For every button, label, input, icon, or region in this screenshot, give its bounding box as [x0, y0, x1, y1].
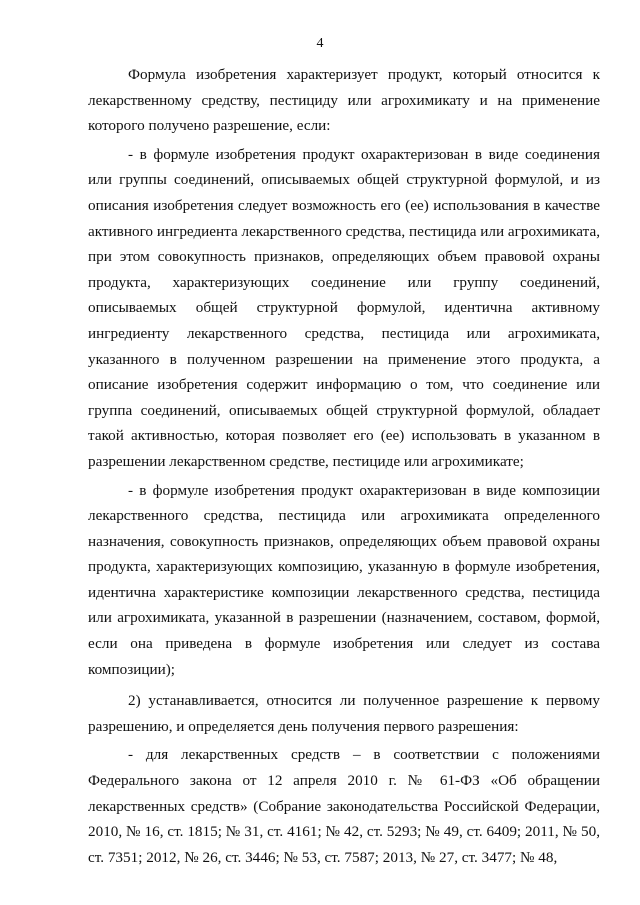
paragraph-composition-criteria: - в формуле изобретения продукт охарактеризован в виде композиции лекарственного средства, пестицида или агрохимиката определенного назначения, совокупность признаков, определяющих объем правовой охраны продукта, характеризующих композицию, указанную в формуле изобретения, идентична характеристике композиции лекарственного средства, пестицида или агрохимиката, указанной в разрешении (назначением, составом, формой, если она приведена в формуле изобретения или следует из состава композиции); [88, 481, 600, 678]
page-body [88, 62, 600, 870]
paragraph-first-permit: 2) устанавливается, относится ли полученное разрешение к первому разрешению, и определяется день получения первого разрешения: [88, 692, 600, 735]
page-number: 4 [316, 36, 324, 51]
paragraph-formula-intro: Формула изобретения характеризует продукт, который относится к лекарственному средству, пестициду или агрохимикату и на применение которого получено разрешение, если: [88, 66, 600, 135]
paragraph-compound-criteria: - в формуле изобретения продукт охарактеризован в виде соединения или группы соединений, описываемых общей структурной формулой, и из описания изобретения следует возможность его (ее) использования в качестве активного ингредиента лекарственного средства, пестицида или агрохимиката, при этом совокупность признаков, определяющих объем правовой охраны продукта, характеризующих соединение или группу соединений, описываемых общей структурной формулой, идентична активному ингредиенту лекарственного средства, пестицида или агрохимиката, указанного в полученном разрешении на применение этого продукта, а описание изобретения содержит информацию о том, что соединение или группа соединений, описываемых общей структурной формулой, обладает такой активностью, которая позволяет его (ее) использовать в указанном в разрешении лекарственном средстве, пестициде или агрохимикате; [88, 145, 600, 470]
paragraph-medicines-law: - для лекарственных средств – в соответствии с положениями Федерального закона от 12 апреля 2010 г. № 61-ФЗ «Об обращении лекарственных средств» (Собрание законодательства Российской Федерации, 2010, № 16, ст. 1815; № 31, ст. 4161; № 42, ст. 5293; № 49, ст. 6409; 2011, № 50, ст. 7351; 2012, № 26, ст. 3446; № 53, ст. 7587; 2013, № 27, ст. 3477; № 48, [88, 746, 600, 866]
